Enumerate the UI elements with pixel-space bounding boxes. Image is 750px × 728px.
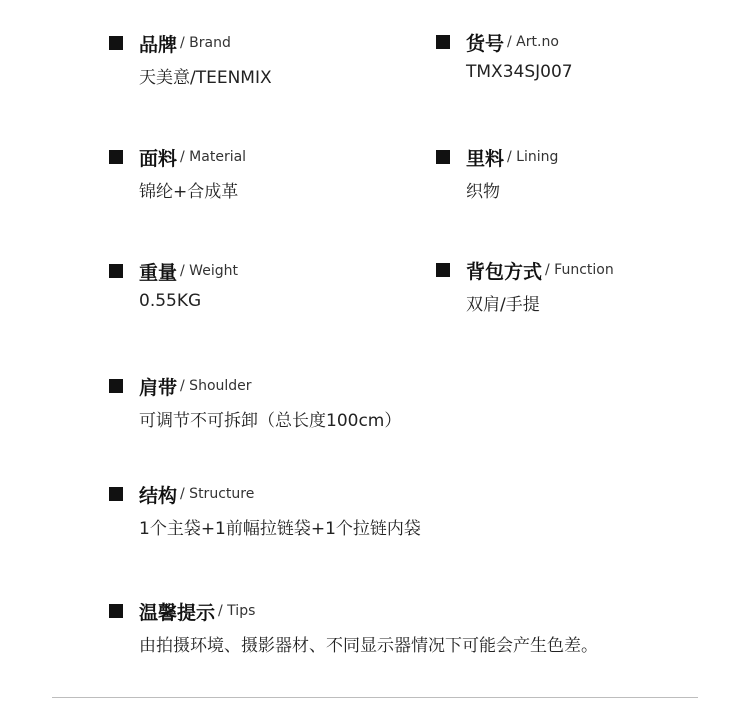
spec-function-header	[436, 257, 614, 283]
spec-shoulder	[109, 373, 401, 431]
spec-shoulder-label-zh: 肩带	[139, 376, 178, 399]
spec-lining	[436, 144, 558, 202]
bottom-divider	[52, 697, 698, 698]
spec-lining-header	[436, 144, 558, 170]
spec-shoulder-value: 可调节不可拆卸（总长度100cm）	[139, 411, 402, 431]
bullet-square-icon	[109, 150, 123, 164]
spec-brand	[109, 30, 272, 88]
spec-weight-header	[109, 258, 238, 284]
bullet-square-icon	[109, 264, 123, 278]
bullet-square-icon	[109, 604, 123, 618]
bullet-square-icon	[436, 35, 450, 49]
spec-structure-value: 1个主袋+1前幅拉链袋+1个拉链内袋	[139, 519, 421, 539]
spec-material	[109, 144, 246, 202]
spec-lining-label-zh: 里料	[466, 147, 505, 170]
spec-artno-label-en: / Art.no	[507, 34, 559, 50]
spec-tips-label-en: / Tips	[218, 603, 256, 619]
bullet-square-icon	[436, 263, 450, 277]
spec-tips-label-zh: 温馨提示	[139, 601, 216, 624]
spec-structure-label-zh: 结构	[139, 484, 178, 507]
spec-weight	[109, 258, 238, 311]
spec-structure-label-en: / Structure	[180, 486, 255, 502]
bullet-square-icon	[109, 487, 123, 501]
spec-tips-header	[109, 598, 598, 624]
spec-lining-label-en: / Lining	[507, 149, 559, 165]
bullet-square-icon	[436, 150, 450, 164]
spec-function-label-zh: 背包方式	[466, 260, 543, 283]
spec-material-header	[109, 144, 246, 170]
spec-material-label-zh: 面料	[139, 147, 178, 170]
spec-tips	[109, 598, 598, 656]
spec-function-label-en: / Function	[545, 262, 614, 278]
spec-material-value: 锦纶+合成革	[139, 182, 239, 202]
spec-weight-label-en: / Weight	[180, 263, 238, 279]
spec-artno-value: TMX34SJ007	[466, 62, 573, 82]
bullet-square-icon	[109, 379, 123, 393]
spec-brand-label-zh: 品牌	[139, 33, 178, 56]
spec-structure	[109, 481, 421, 539]
spec-brand-value: 天美意/TEENMIX	[139, 68, 272, 88]
spec-weight-value: 0.55KG	[139, 291, 202, 311]
spec-artno-header	[436, 29, 573, 55]
spec-weight-label-zh: 重量	[139, 261, 178, 284]
bullet-square-icon	[109, 36, 123, 50]
spec-artno-label-zh: 货号	[466, 32, 505, 55]
spec-shoulder-label-en: / Shoulder	[180, 378, 252, 394]
spec-material-label-en: / Material	[180, 149, 247, 165]
spec-function-value: 双肩/手提	[466, 295, 540, 315]
spec-function	[436, 257, 614, 315]
spec-lining-value: 织物	[466, 182, 500, 202]
spec-structure-header	[109, 481, 421, 507]
spec-brand-label-en: / Brand	[180, 35, 231, 51]
spec-brand-header	[109, 30, 272, 56]
spec-artno	[436, 29, 573, 82]
spec-shoulder-header	[109, 373, 401, 399]
spec-tips-value: 由拍摄环境、摄影器材、不同显示器情况下可能会产生色差。	[139, 636, 598, 656]
